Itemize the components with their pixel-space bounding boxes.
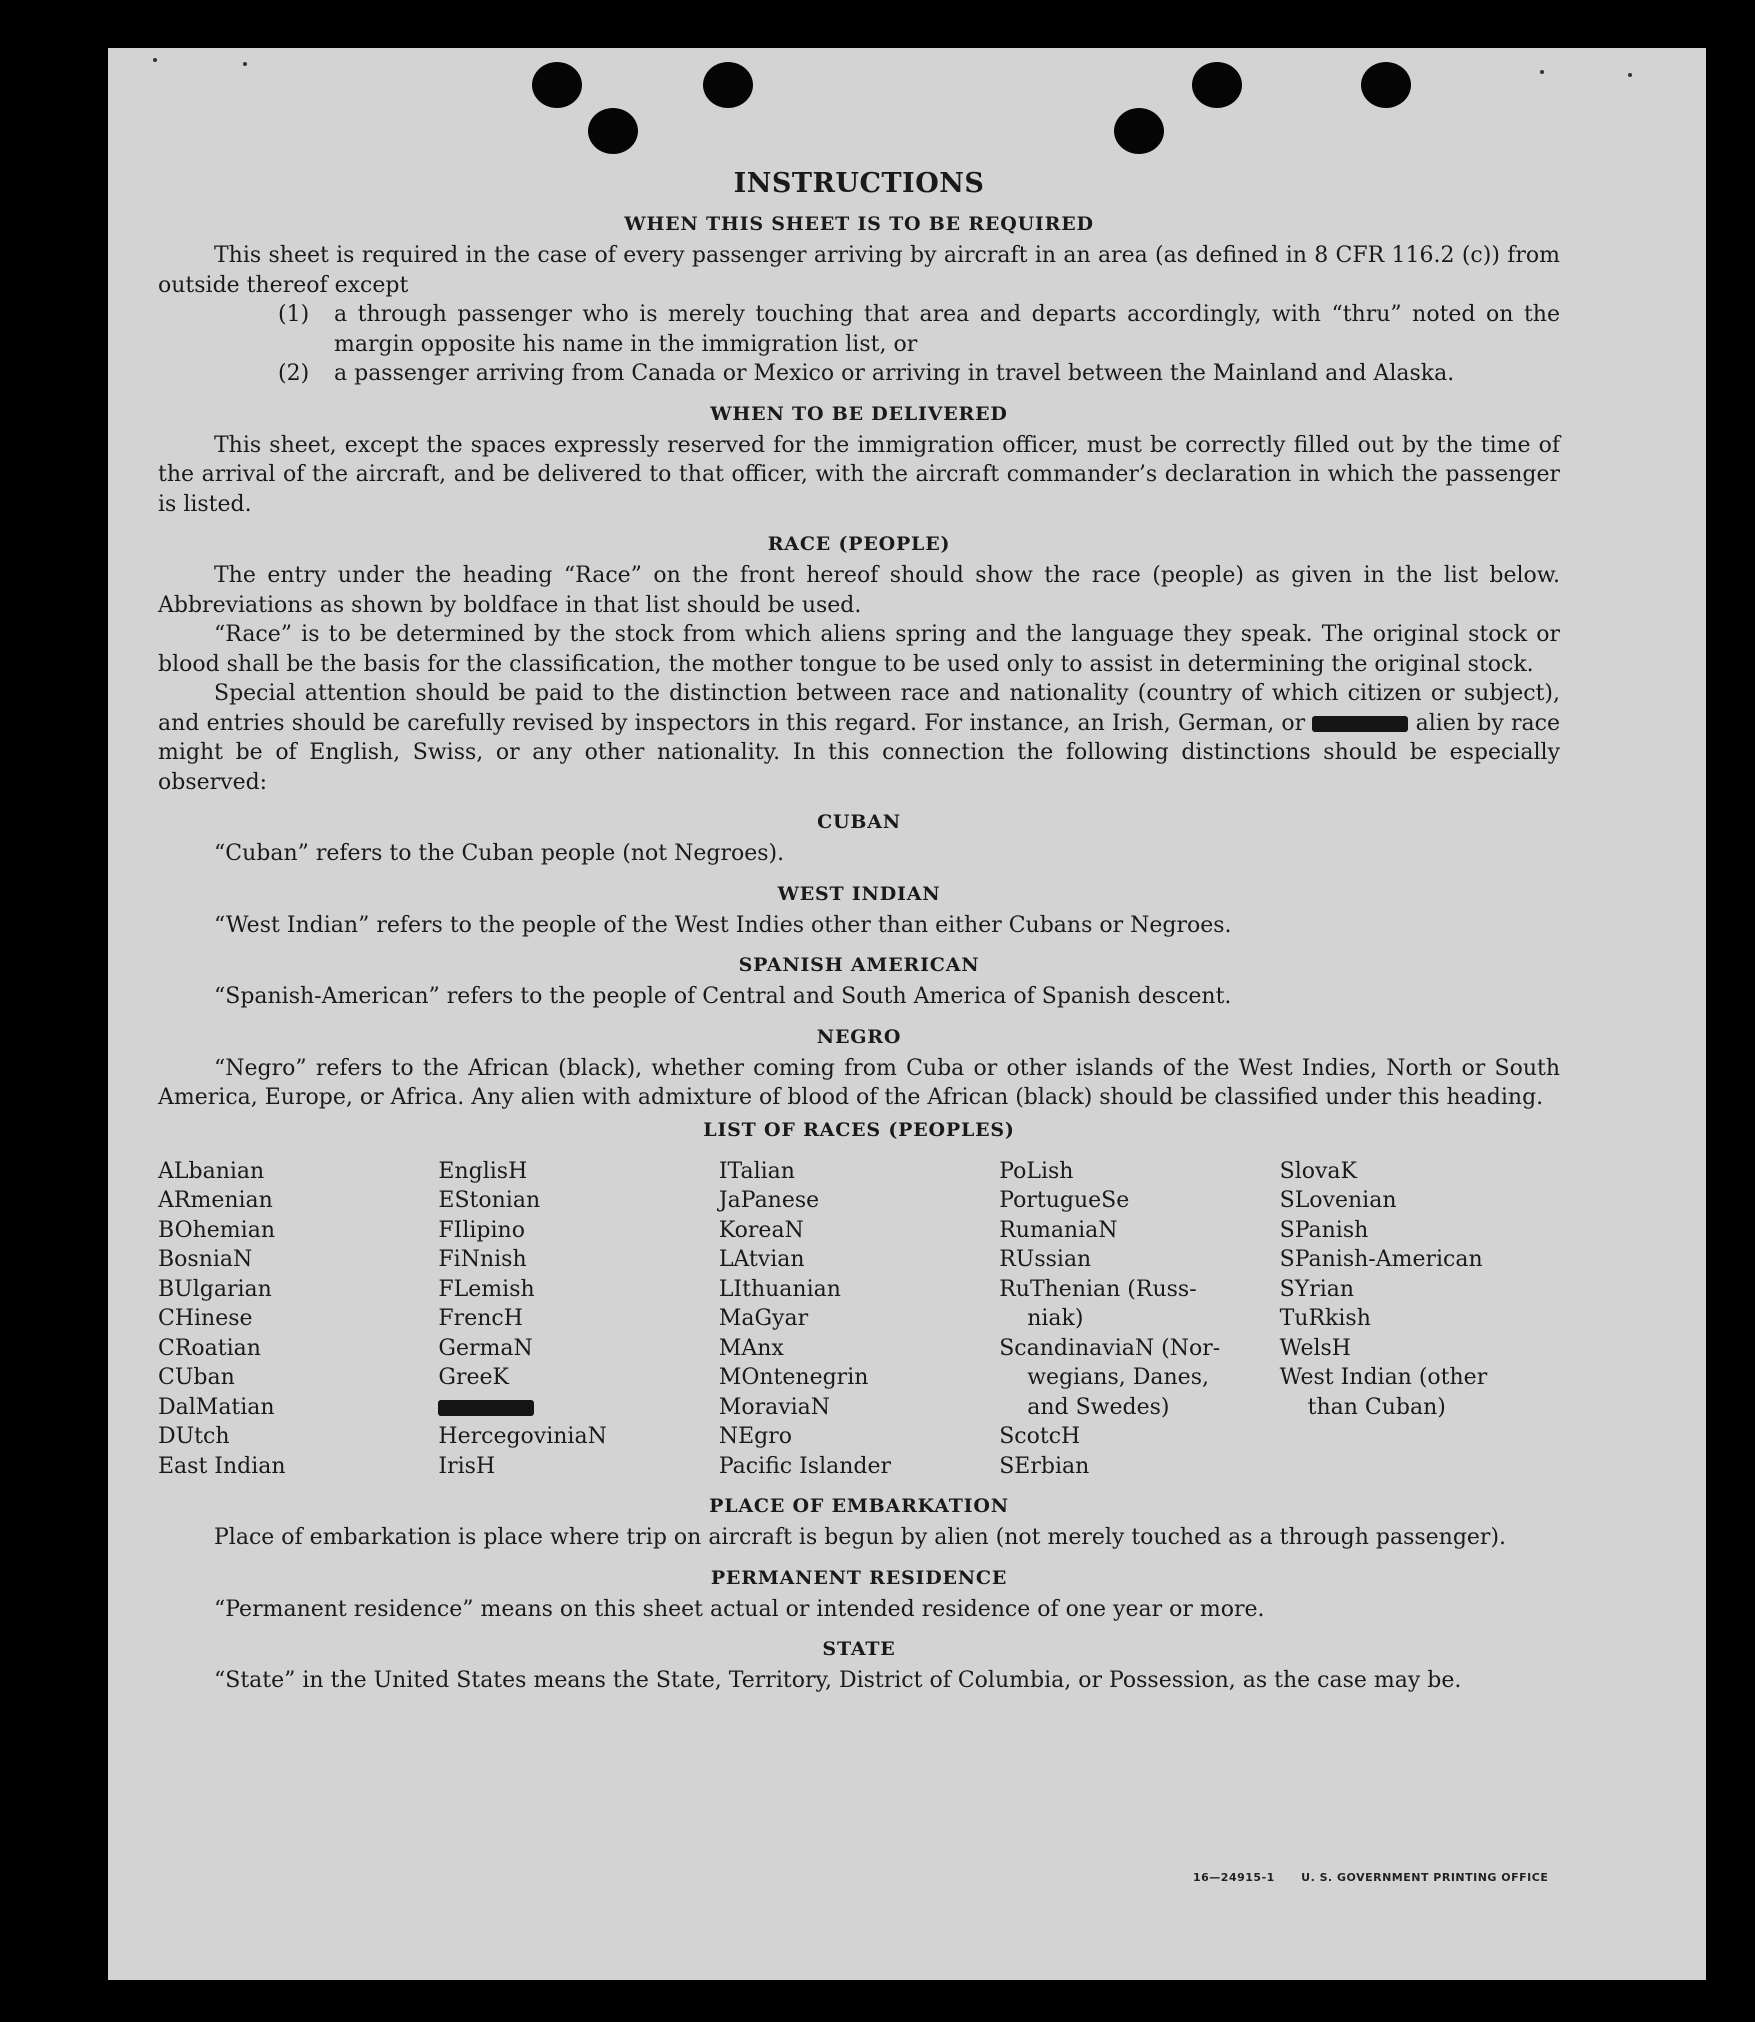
exception-number: (2) bbox=[278, 361, 310, 386]
race-entry: FrencH bbox=[438, 1306, 523, 1331]
race-entry: ScotcH bbox=[999, 1424, 1081, 1449]
race-entry: MOntenegrin bbox=[718, 1365, 869, 1390]
race-entry: East Indian bbox=[158, 1453, 286, 1479]
punch-hole bbox=[1114, 108, 1164, 154]
punch-hole bbox=[703, 62, 753, 108]
race-entry: IrisH bbox=[438, 1453, 496, 1479]
race-entry: TuRkish bbox=[1279, 1306, 1371, 1331]
race-column-3 bbox=[719, 1157, 999, 1482]
race-entry-continued: wegians, Danes, bbox=[1027, 1365, 1209, 1390]
race-entry-continued: niak) bbox=[1027, 1306, 1084, 1331]
printer-imprint bbox=[1193, 1871, 1570, 1884]
race-entry: SPanish-American bbox=[1279, 1247, 1483, 1272]
race-entry: LIthuanian bbox=[718, 1276, 841, 1302]
punch-hole bbox=[588, 108, 638, 154]
race-column-2 bbox=[438, 1157, 718, 1482]
race-paragraph-3a: Special attention should be paid to the distinction between race and nationality (country of which citizen or subject), and entries should be carefully revised by inspectors in this regard. For instance, an Irish, German, or bbox=[158, 681, 1560, 736]
redaction-mark bbox=[1312, 716, 1408, 732]
printer-name: U. S. GOVERNMENT PRINTING OFFICE bbox=[1301, 1871, 1549, 1884]
race-entry: Pacific Islander bbox=[718, 1453, 892, 1479]
race-paragraph-1: The entry under the heading “Race” on the front hereof should show the race (people) as given in the list below. Abbreviations as shown by boldface in that list should be used. bbox=[158, 563, 1560, 618]
race-entry-continued: than Cuban) bbox=[1307, 1394, 1446, 1420]
race-entry: FiNnish bbox=[438, 1247, 527, 1272]
exception-item-1 bbox=[278, 300, 1560, 359]
race-paragraph-3 bbox=[158, 679, 1560, 797]
race-entry: EStonian bbox=[438, 1188, 541, 1213]
document-page bbox=[108, 48, 1706, 1980]
race-entry: SlovaK bbox=[1279, 1158, 1357, 1184]
heading-negro: NEGRO bbox=[816, 1025, 902, 1048]
race-column-5 bbox=[1280, 1157, 1560, 1482]
race-entry-redacted bbox=[438, 1393, 718, 1423]
race-entry: MoraviaN bbox=[718, 1394, 831, 1420]
race-entry-continued: and Swedes) bbox=[1027, 1394, 1170, 1420]
punch-hole bbox=[1192, 62, 1242, 108]
race-paragraph-3b: alien by race might be of English, Swiss, or any other nationality. In this connection the following distinctions should be especially observed: bbox=[158, 710, 1560, 795]
race-entry: JaPanese bbox=[718, 1188, 820, 1213]
race-entry: LAtvian bbox=[718, 1247, 805, 1272]
instructions-body bbox=[158, 168, 1560, 1696]
race-entry: HercegoviniaN bbox=[438, 1424, 607, 1449]
race-entry: MaGyar bbox=[718, 1306, 809, 1331]
spanish-american-text: “Spanish-American” refers to the people of Central and South America of Spanish descent. bbox=[214, 984, 1232, 1009]
race-entry: FLemish bbox=[438, 1276, 535, 1302]
race-entry: PoLish bbox=[999, 1158, 1074, 1184]
race-entry: CUban bbox=[158, 1365, 235, 1390]
heading-when-delivered: WHEN TO BE DELIVERED bbox=[710, 402, 1008, 425]
exception-item-2 bbox=[278, 359, 1560, 389]
permanent-residence-text: “Permanent residence” means on this sheet actual or intended residence of one year or more. bbox=[214, 1596, 1265, 1622]
punch-hole bbox=[532, 62, 582, 108]
speck bbox=[1540, 70, 1544, 74]
race-entry: GermaN bbox=[438, 1335, 533, 1361]
race-entry: ARmenian bbox=[158, 1188, 273, 1213]
race-paragraph-2: “Race” is to be determined by the stock from which aliens spring and the language they speak. The original stock or blood shall be the basis for the classification, the mother tongue to be used only to assist in determining the original stock. bbox=[158, 622, 1560, 677]
exception-text: a passenger arriving from Canada or Mexico or arriving in travel between the Mainland and Alaska. bbox=[334, 361, 1455, 386]
heading-list-of-races: LIST OF RACES (PEOPLES) bbox=[703, 1118, 1015, 1141]
race-entry: ITalian bbox=[718, 1158, 795, 1184]
race-entry: BosniaN bbox=[158, 1247, 253, 1272]
race-entry: PortugueSe bbox=[999, 1188, 1130, 1213]
race-column-1 bbox=[158, 1157, 438, 1482]
heading-permanent-residence: PERMANENT RESIDENCE bbox=[710, 1566, 1008, 1589]
race-entry: WelsH bbox=[1279, 1335, 1351, 1361]
race-entry: DalMatian bbox=[158, 1394, 275, 1420]
negro-text: “Negro” refers to the African (black), whether coming from Cuba or other islands of the West Indies, North or South America, Europe, or Africa. Any alien with admixture of blood of the African (black) should be classified under this heading. bbox=[158, 1055, 1560, 1110]
embarkation-text: Place of embarkation is place where trip on aircraft is begun by alien (not merely touched as a through passenger). bbox=[214, 1525, 1507, 1550]
race-entry: ALbanian bbox=[158, 1158, 265, 1184]
race-entry: SLovenian bbox=[1279, 1188, 1397, 1213]
race-entry: MAnx bbox=[718, 1335, 784, 1361]
race-entry: SYrian bbox=[1279, 1276, 1355, 1302]
redaction-mark bbox=[438, 1400, 534, 1416]
speck bbox=[153, 58, 157, 62]
heading-race: RACE (PEOPLE) bbox=[767, 533, 951, 555]
race-entry: EnglisH bbox=[438, 1158, 528, 1184]
when-delivered-text: This sheet, except the spaces expressly reserved for the immigration officer, must be correctly filled out by the time of the arrival of the aircraft, and be delivered to that officer, with the aircraft commander’s declaration in which the passenger is listed. bbox=[158, 432, 1560, 517]
heading-embarkation: PLACE OF EMBARKATION bbox=[709, 1495, 1009, 1517]
race-entry: RUssian bbox=[999, 1247, 1092, 1272]
cuban-text: “Cuban” refers to the Cuban people (not Negroes). bbox=[214, 841, 785, 866]
race-entry: SPanish bbox=[1279, 1217, 1369, 1243]
race-column-4 bbox=[999, 1157, 1279, 1482]
race-entry: CRoatian bbox=[158, 1335, 261, 1361]
heading-west-indian: WEST INDIAN bbox=[777, 882, 941, 905]
form-number: 16—24915-1 bbox=[1193, 1871, 1275, 1884]
race-entry: DUtch bbox=[158, 1424, 230, 1449]
speck bbox=[243, 62, 247, 66]
race-entry: BUlgarian bbox=[158, 1276, 272, 1302]
race-entry: NEgro bbox=[718, 1424, 792, 1449]
race-entry: GreeK bbox=[438, 1365, 509, 1390]
race-entry: BOhemian bbox=[158, 1217, 275, 1243]
exception-number: (1) bbox=[278, 302, 310, 327]
speck bbox=[1628, 73, 1632, 77]
race-entry: FIlipino bbox=[438, 1217, 525, 1243]
race-entry: West Indian (other bbox=[1279, 1365, 1488, 1390]
race-entry: RumaniaN bbox=[999, 1217, 1118, 1243]
state-text: “State” in the United States means the State, Territory, District of Columbia, or Possession, as the case may be. bbox=[214, 1668, 1462, 1693]
heading-spanish-american: SPANISH AMERICAN bbox=[738, 954, 980, 976]
heading-when-required: WHEN THIS SHEET IS TO BE REQUIRED bbox=[624, 213, 1094, 235]
heading-cuban: CUBAN bbox=[817, 811, 901, 833]
exception-text: a through passenger who is merely touching that area and departs accordingly, with “thru” noted on the margin opposite his name in the immigration list, or bbox=[334, 302, 1560, 357]
race-entry: RuThenian (Russ- bbox=[999, 1276, 1197, 1302]
when-required-intro: This sheet is required in the case of every passenger arriving by aircraft in an area (as defined in 8 CFR 116.2 (c)) from outside thereof except bbox=[158, 243, 1560, 298]
race-entry: CHinese bbox=[158, 1306, 253, 1331]
race-entry: KoreaN bbox=[718, 1217, 804, 1243]
heading-state: STATE bbox=[822, 1638, 896, 1660]
west-indian-text: “West Indian” refers to the people of the West Indies other than either Cubans or Negroes. bbox=[214, 912, 1232, 938]
instructions-title: INSTRUCTIONS bbox=[733, 168, 985, 199]
race-entry: SErbian bbox=[999, 1453, 1090, 1479]
race-entry: ScandinaviaN (Nor- bbox=[999, 1335, 1221, 1361]
race-list bbox=[158, 1157, 1560, 1482]
punch-hole bbox=[1361, 62, 1411, 108]
